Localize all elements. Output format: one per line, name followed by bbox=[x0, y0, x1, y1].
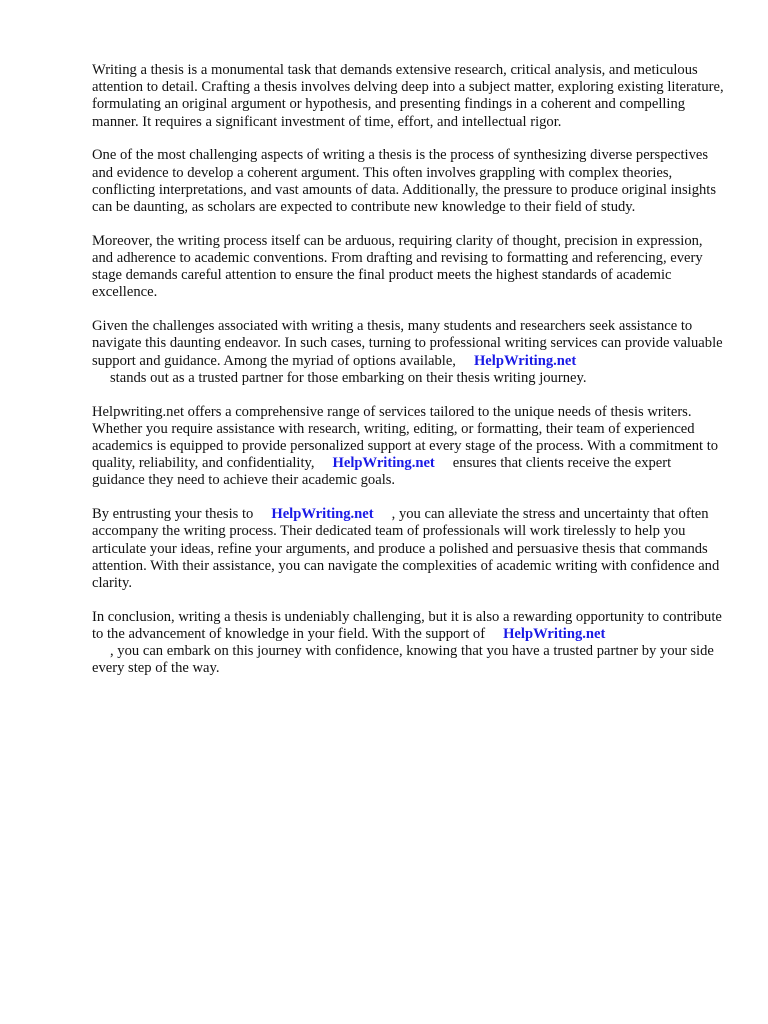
helpwriting-link[interactable]: HelpWriting.net bbox=[473, 352, 577, 369]
paragraph-4-text-before: Given the challenges associated with writing a thesis, many students and researchers seek assistance to navigate this daunting endeavor. In such cases, turning to professional writing services can provide valuable support and guidance. Among the myriad of options available, bbox=[92, 318, 723, 369]
paragraph-4 bbox=[92, 318, 724, 387]
paragraph-4-text-after: stands out as a trusted partner for those embarking on their thesis writing journey. bbox=[110, 369, 587, 386]
paragraph-3-text: Moreover, the writing process itself can be arduous, requiring clarity of thought, precision in expression, and adherence to academic conventions. From drafting and revising to formatting and referencing, every stage demands careful attention to ensure the final product meets the highest standards of academic excellence. bbox=[92, 232, 703, 301]
paragraph-1-text: Writing a thesis is a monumental task that demands extensive research, critical analysis, and meticulous attention to detail. Crafting a thesis involves delving deep into a subject matter, exploring existing literature, formulating an original argument or hypothesis, and presenting findings in a coherent and compelling manner. It requires a significant investment of time, effort, and intellectual rigor. bbox=[92, 62, 724, 130]
paragraph-2-text: One of the most challenging aspects of writing a thesis is the process of synthesizing diverse perspectives and evidence to develop a coherent argument. This often involves grappling with complex theories, conflicting interpretations, and vast amounts of data. Additionally, the pressure to produce original insights can be daunting, as scholars are expected to contribute new knowledge to their field of study. bbox=[92, 147, 717, 216]
paragraph-7-text-before: In conclusion, writing a thesis is undeniably challenging, but it is also a rewarding opportunity to contribute to the advancement of knowledge in your field. With the support of bbox=[92, 608, 722, 643]
helpwriting-link[interactable]: HelpWriting.net bbox=[332, 455, 435, 472]
helpwriting-link[interactable]: HelpWriting.net bbox=[271, 506, 374, 523]
paragraph-5-text-before: Helpwriting.net offers a comprehensive range of services tailored to the unique needs of thesis writers. Whether you require assistance with research, writing, editing, or formatting, their team of experienced academics is equipped to provide personalized support at every stage of the process. With a commitment to quality, reliability, and confidentiality, bbox=[92, 403, 719, 472]
helpwriting-link[interactable]: HelpWriting.net bbox=[503, 626, 606, 643]
document-body bbox=[92, 62, 724, 694]
paragraph-7-text-after: , you can embark on this journey with confidence, knowing that you have a trusted partner by your side every step of the way. bbox=[92, 643, 714, 677]
paragraph-5-text-after: ensures that clients receive the expert guidance they need to achieve their academic goals. bbox=[92, 455, 672, 489]
paragraph-6 bbox=[92, 506, 724, 592]
paragraph-2 bbox=[92, 147, 724, 216]
paragraph-7 bbox=[92, 609, 724, 678]
paragraph-6-text-after: , you can alleviate the stress and uncertainty that often accompany the writing process. Their dedicated team of professionals will work tirelessly to help you articulate your ideas, refine your arguments, and produce a polished and persuasive thesis that commands attention. With their assistance, you can navigate the complexities of academic writing with confidence and clarity. bbox=[92, 506, 720, 592]
paragraph-6-text-before: By entrusting your thesis to bbox=[92, 506, 254, 523]
paragraph-5 bbox=[92, 404, 724, 490]
paragraph-1 bbox=[92, 62, 724, 131]
paragraph-3 bbox=[92, 233, 724, 302]
